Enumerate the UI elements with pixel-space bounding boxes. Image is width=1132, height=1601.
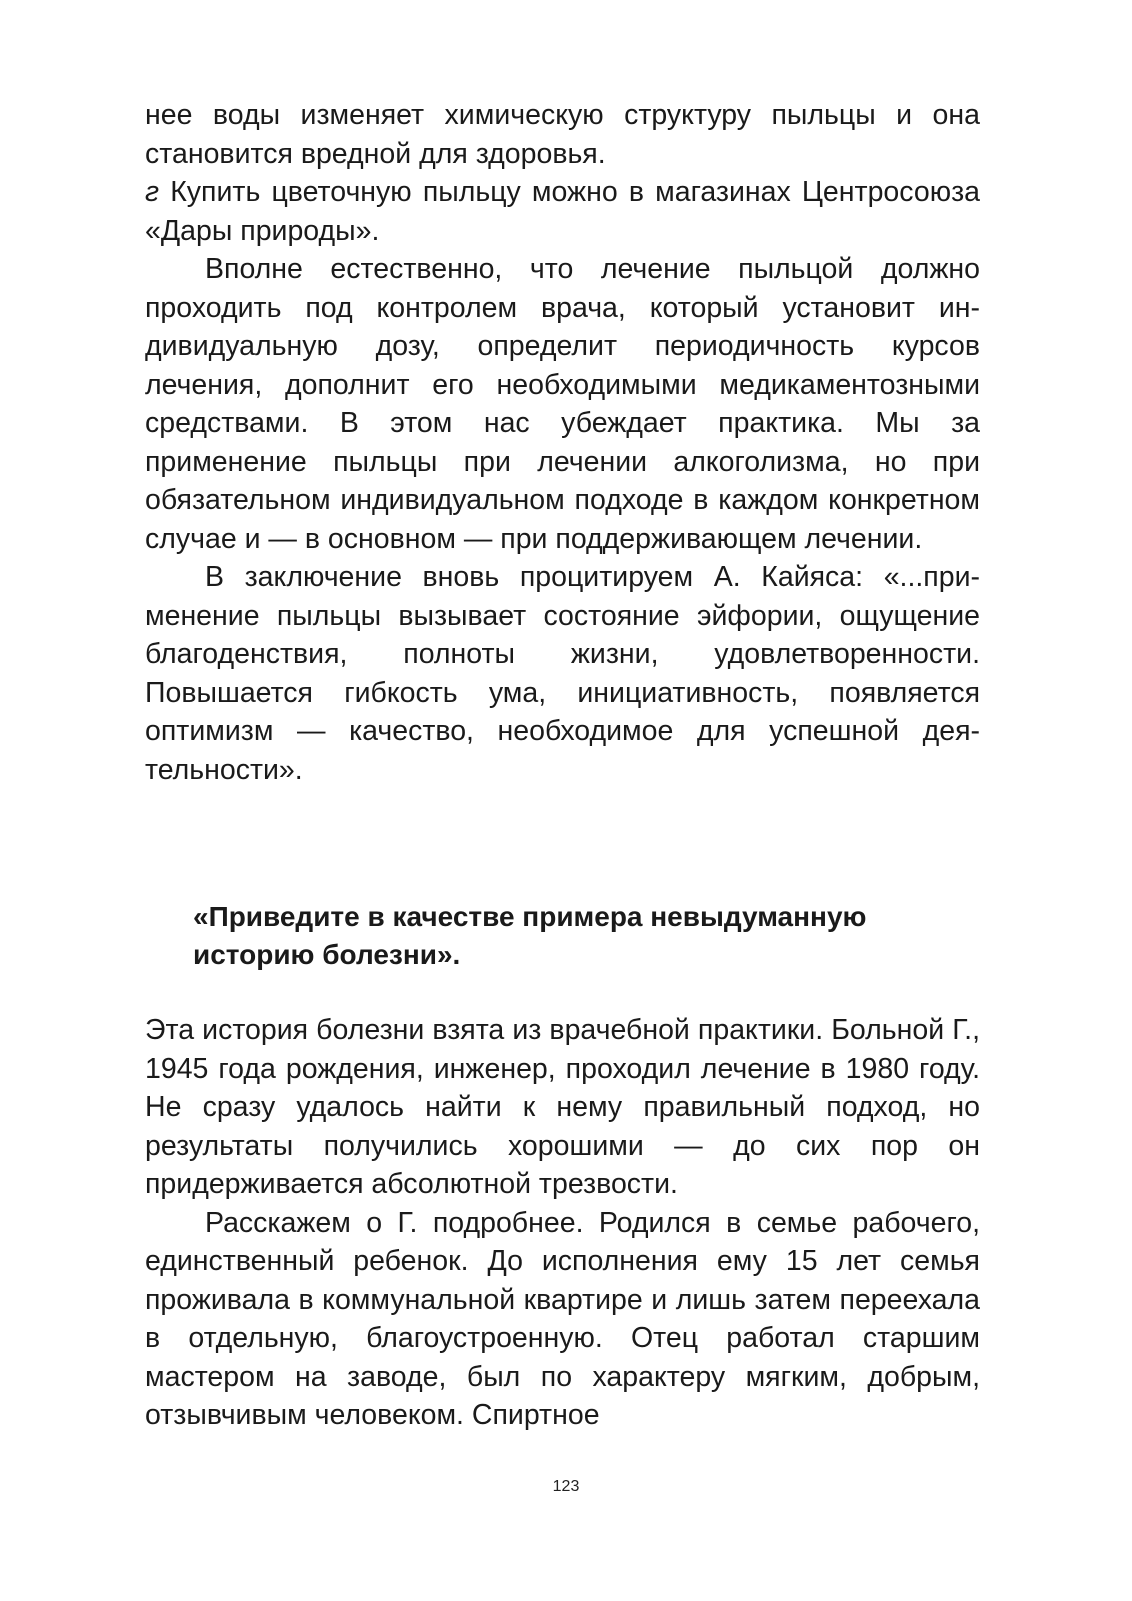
paragraph-list-item-g xyxy=(145,173,980,250)
section-heading: «Приведите в качестве примера невыдуманную историю болезни». xyxy=(193,901,867,970)
paragraph-case-details: Расскажем о Г. подробнее. Родился в семье рабочего, единственный ребенок. До исполнения ему 15 лет семья проживала в коммунальной квартире и лишь затем переехала в отдельную, благоустроенную. Отец работал старшим мастером на заводе, был по характеру мягким, добрым, отзывчивым человеком. Спиртное xyxy=(145,1206,980,1431)
paragraph-case-intro: Эта история болезни взята из врачебной практики. Больной Г., 1945 года рождения, инженер, проходил лечение в 1980 году. Не сразу удалось найти к нему правильный подход, но результаты получились хорошими — до сих пор он придерживается абсолютной трезвости. xyxy=(145,1014,980,1200)
paragraph-treatment-control: Вполне естественно, что лечение пыльцой должно проходить под контролем врача, который установит индивидуальную дозу, определит периодичность курсов лечения, дополнит его необходимыми медикаментозными средствами. В этом нас убеждает практика. Мы за применение пыльцы при лечении алкоголизма, но при обязательном индивидуальном подходе в каждом конкретном случае и — в основном — при поддерживающем лечении. xyxy=(145,253,980,555)
top-text-section xyxy=(145,96,980,789)
paragraph-continuation: нее воды изменяет химическую структуру пыльцы и она становится вредной для здоровья. xyxy=(145,99,980,170)
page-number: 123 xyxy=(552,1478,580,1495)
bottom-text-section xyxy=(145,1011,980,1435)
list-marker: г xyxy=(145,176,160,208)
paragraph-text: Купить цветочную пыльцу можно в магазинах Центросоюза «Дары природы». xyxy=(145,176,980,247)
paragraph-quote-conclusion: В заключение вновь процитируем А. Кайяса: «...применение пыльцы вызывает состояние эйфории, ощущение благоденствия, полноты жизни, удовлетворенности. Повышается гибкость ума, инициативность, появляется оптимизм — качество, необходимое для успешной деятельности». xyxy=(145,561,980,786)
